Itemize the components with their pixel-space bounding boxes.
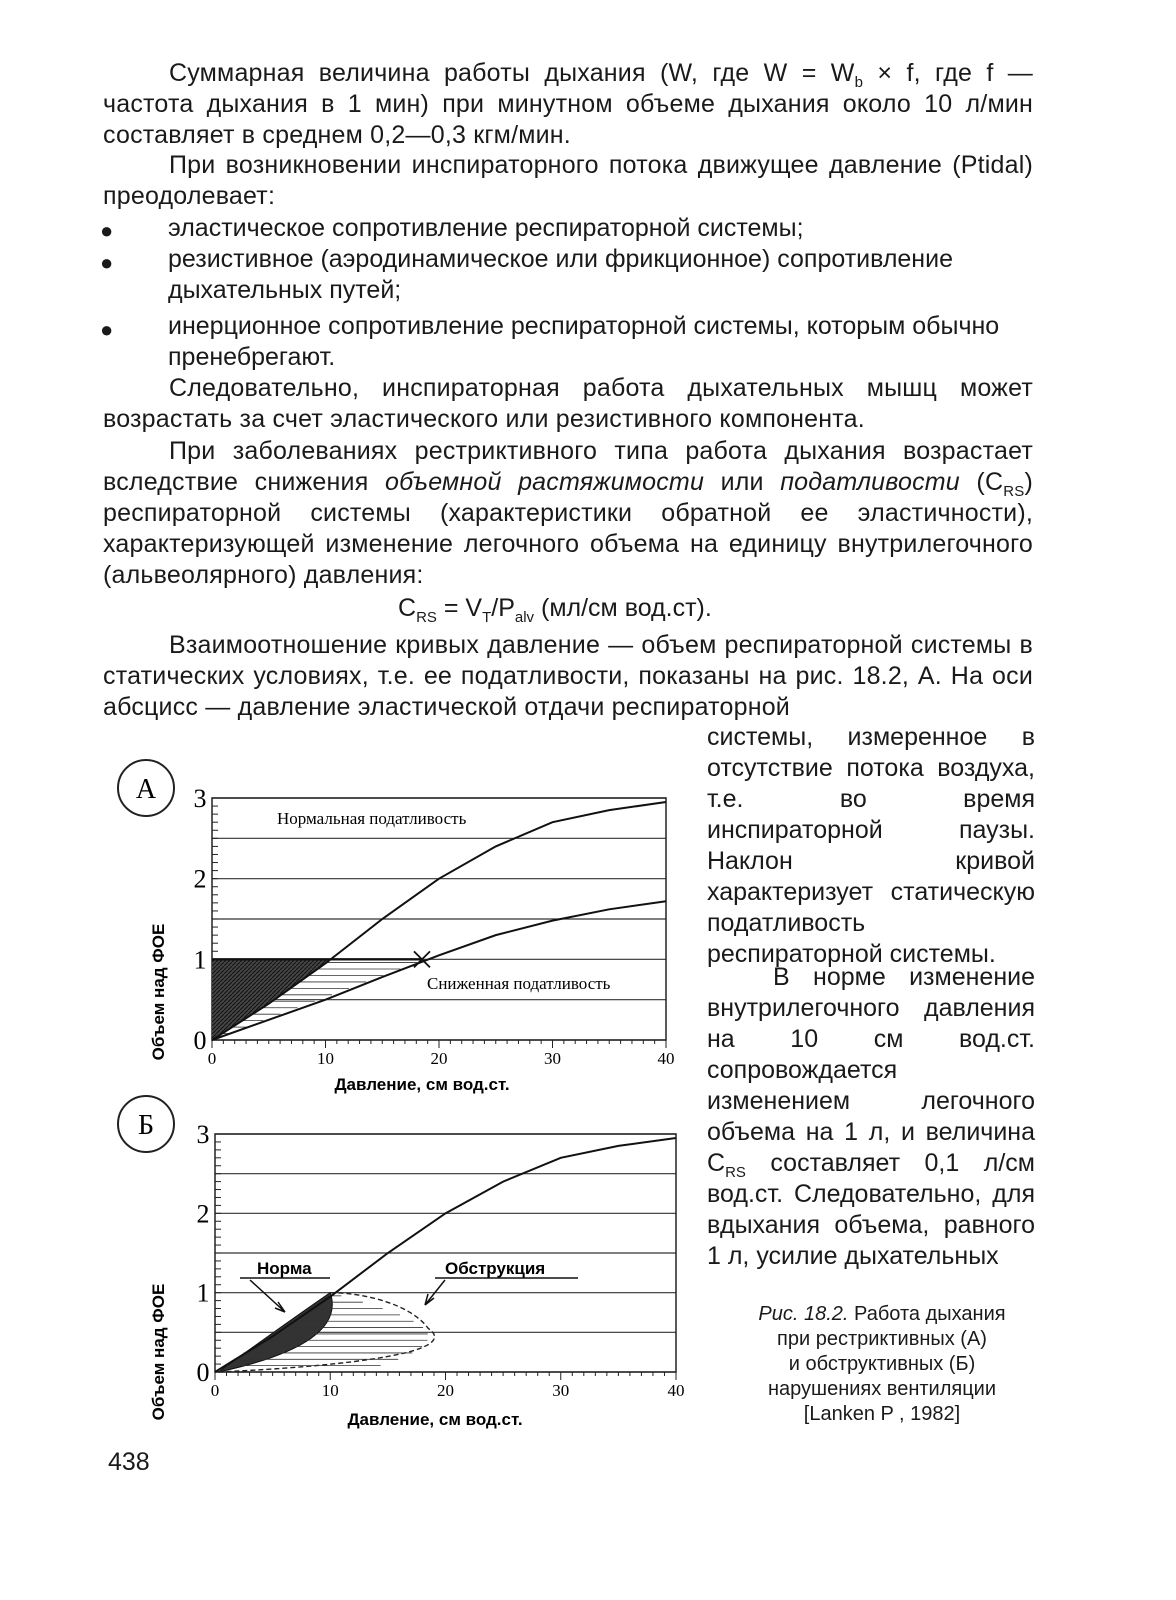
y-tick-label: 0 <box>193 1026 207 1055</box>
x-tick-label: 0 <box>210 1381 220 1400</box>
bullet-inertial: инерционное сопротивление респираторной системы, которым обычно пренебрегают. <box>168 312 1000 371</box>
y-tick-label: 1 <box>193 945 207 975</box>
annotation-obstruction: Обструкция <box>445 1259 546 1278</box>
series-label-normal: Нормальная податливость <box>277 809 467 828</box>
annotation-norm: Норма <box>257 1259 312 1278</box>
paragraph-right-column-2: В норме изменение внутрилегочного давления на 10 см вод.ст. сопровождается изменением легочного объема на 1 л, и величина $C_{RS}$ составляет 0,1 л/см вод.ст. Следовательно, для вдыхания объема, равного 1 л, усилие дыхательных <box>707 963 1035 1270</box>
y-tick-label: 0 <box>196 1358 210 1387</box>
x-axis-label: Давление, см вод.ст. <box>347 1410 523 1429</box>
page-number: 438 <box>108 1448 150 1476</box>
y-tick-label: 1 <box>196 1278 210 1308</box>
chart-a-restrictive <box>100 750 700 1100</box>
paragraph-driving-pressure: При возникновении инспираторного потока движущее давление (Ptidal) преодолевает: <box>103 151 1033 210</box>
x-tick-label: 10 <box>317 1049 334 1068</box>
series-label-reduced: Сниженная податливость <box>427 974 611 993</box>
plot-area-b <box>197 1120 685 1400</box>
y-axis-label: Объем над ФОЕ <box>149 1283 168 1421</box>
y-tick-label: 3 <box>193 784 207 813</box>
x-tick-label: 10 <box>321 1381 339 1400</box>
bullet-resistive: резистивное (аэродинамическое или фрикционное) сопротивление дыхательных путей; <box>168 245 953 304</box>
bullet-marker: ● <box>100 250 114 275</box>
x-tick-label: 40 <box>657 1049 675 1068</box>
panel-label-b: Б <box>137 1110 155 1141</box>
x-axis-label: Давление, см вод.ст. <box>334 1075 510 1094</box>
x-tick-label: 30 <box>552 1381 570 1400</box>
paragraph-right-column-1: системы, измеренное в отсутствие потока воздуха, т.е. во время инспираторной паузы. Наклон кривой характеризует статическую податливость респираторной системы. <box>707 723 1035 968</box>
paragraph-restrictive: При заболеваниях рестриктивного типа работа дыхания возрастает вследствие снижения объемной растяжимости или податливости $(C_{RS})$ респираторной системы (характеристики обратной ее эластичности), характеризующей изменение легочного объема на единицу внутрилегочного (альвеолярного) давления: <box>103 437 1033 589</box>
paragraph-relationship: Взаимоотношение кривых давление — объем респираторной системы в статических условиях, т.е. ее податливости, показаны на рис. 18.2, А. На оси абсцисс — давление эластической отдачи респираторной <box>103 631 1033 721</box>
x-tick-label: 40 <box>667 1381 685 1400</box>
paragraph-consequently: Следовательно, инспираторная работа дыхательных мышц может возрастать за счет эластического или резистивного компонента. <box>103 374 1033 433</box>
y-tick-label: 2 <box>193 864 207 894</box>
y-tick-label: 2 <box>196 1199 210 1229</box>
x-tick-label: 0 <box>207 1049 217 1068</box>
y-axis-label: Объем над ФОЕ <box>149 923 168 1061</box>
bullet-marker: ● <box>100 317 114 342</box>
paragraph-work-of-breathing: Суммарная величина работы дыхания (W, где $W = W_b \times f$, где f — частота дыхания в 1 мин) при минутном объеме дыхания около 10 л/мин составляет в среднем 0,2—0,3 кгм/мин. <box>103 59 1033 149</box>
x-tick-label: 20 <box>437 1381 454 1400</box>
y-tick-label: 3 <box>196 1120 210 1149</box>
series-line-0 <box>212 802 666 1040</box>
figure-caption: Рис. 18.2. Работа дыхания при рестриктивных (А) и обструктивных (Б) нарушениях вентиляции [Lanken P , 1982] <box>758 1303 1006 1425</box>
bullet-elastic: эластическое сопротивление респираторной системы; <box>168 214 804 242</box>
arrow-norm <box>250 1280 285 1312</box>
panel-label-a: А <box>135 774 157 805</box>
chart-b-obstructive <box>100 1090 700 1435</box>
x-tick-label: 30 <box>544 1049 561 1068</box>
x-tick-label: 20 <box>430 1049 448 1068</box>
compliance-formula: $C_{RS} = V_T/P_{alv}$ (мл/см вод.ст). <box>398 594 712 626</box>
plot-area-a <box>194 784 675 1068</box>
bullet-marker: ● <box>100 218 114 243</box>
